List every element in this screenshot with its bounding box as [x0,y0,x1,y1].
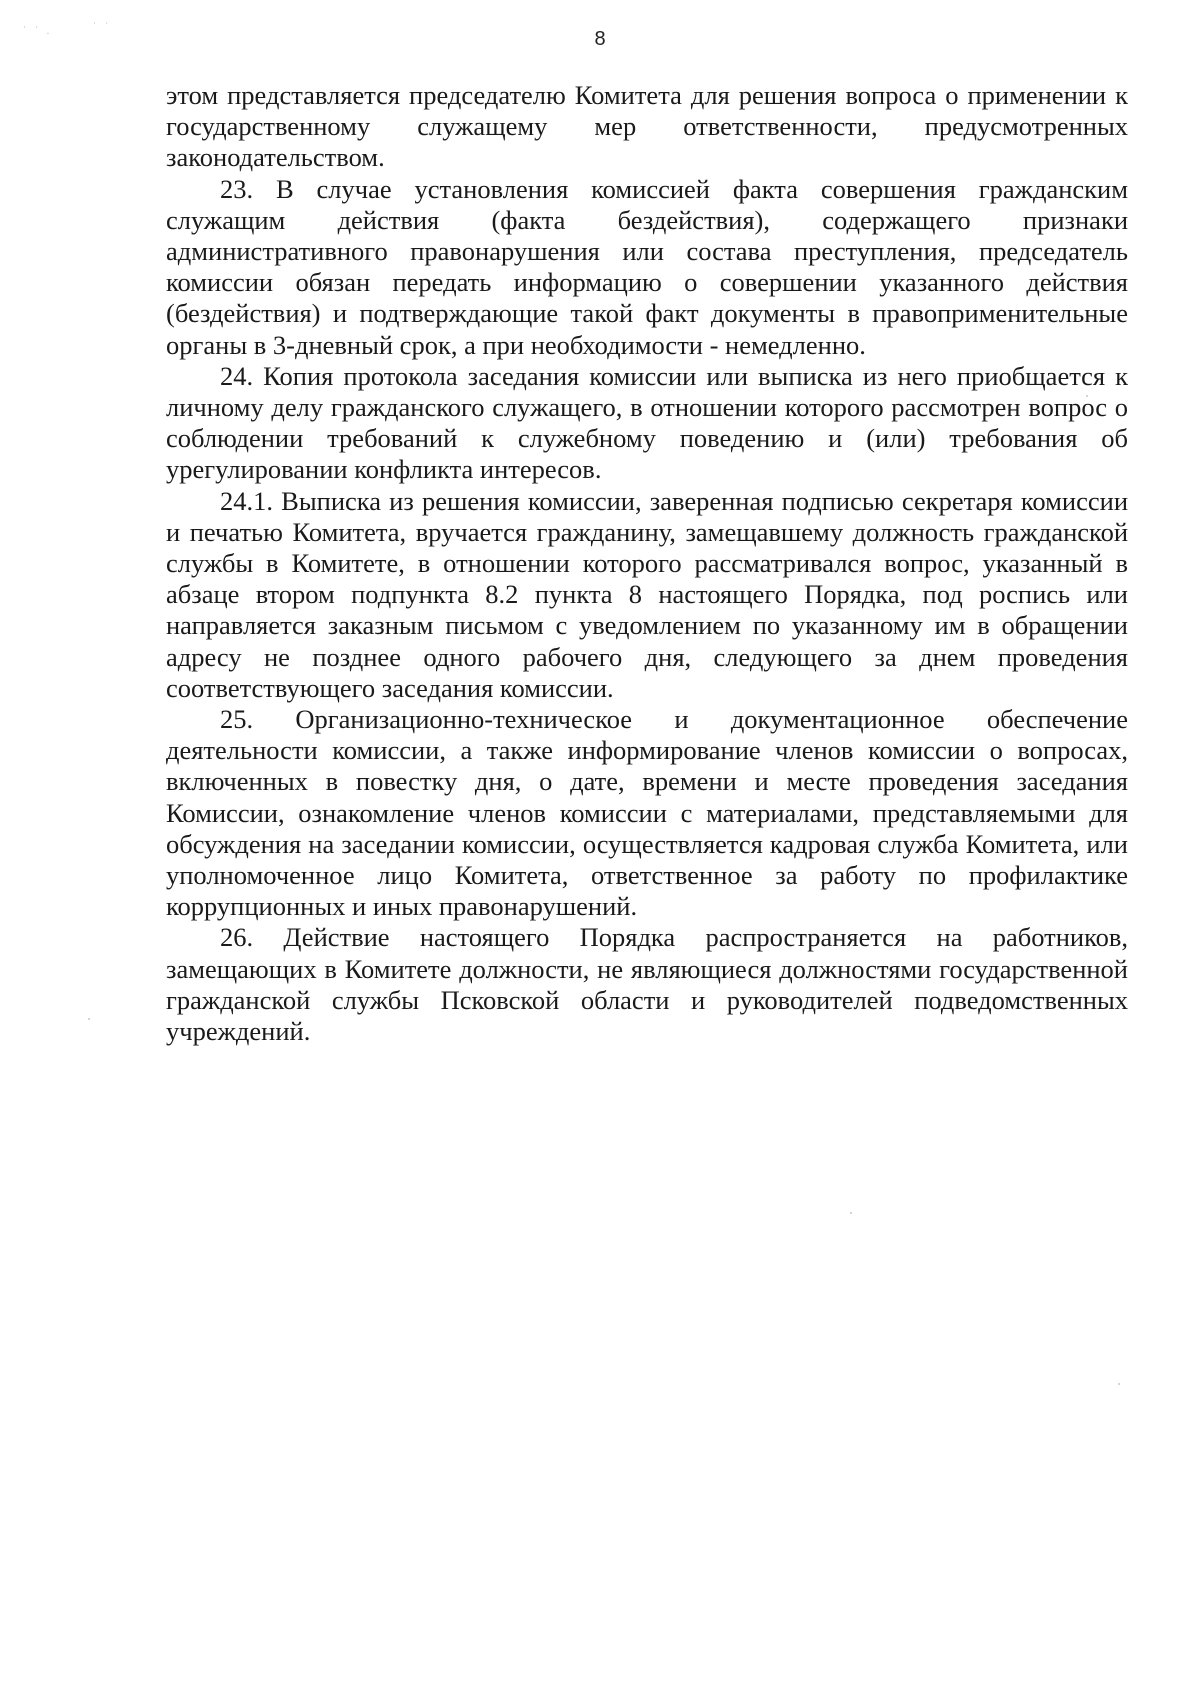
scan-artifact-mark: ˙ ˙ . [22,26,52,37]
document-body [166,80,1128,1047]
paragraph-24-1: 24.1. Выписка из решения комиссии, заверенная подписью секретаря комиссии и печатью Комитета, вручается гражданину, замещавшему должность гражданской службы в Комитете, в отношении которого рассматривался вопрос, указанный в абзаце втором подпункта 8.2 пункта 8 настоящего Порядка, под роспись или направляется заказным письмом с уведомлением по указанному им в обращении адресу не позднее одного рабочего дня, следующего за днем проведения соответствующего заседания комиссии. [166,485,1128,703]
paragraph-26: 26. Действие настоящего Порядка распространяется на работников, замещающих в Комитете должности, не являющиеся должностями государственной гражданской службы Псковской области и руководителей подведомственных учреждений. [166,922,1128,1047]
paragraph-25: 25. Организационно-техническое и документационное обеспечение деятельности комиссии, а также информирование членов комиссии о вопросах, включенных в повестку дня, о дате, времени и месте проведения заседания Комиссии, ознакомление членов комиссии с материалами, представляемыми для обсуждения на заседании комиссии, осуществляется кадровая служба Комитета, или уполномоченное лицо Комитета, ответственное за работу по профилактике коррупционных и иных правонарушений. [166,704,1128,922]
page-number: 8 [594,28,606,50]
scan-speck [88,1018,90,1020]
scan-speck [1118,1383,1120,1385]
paragraph: этом представляется председателю Комитета для решения вопроса о применении к государственному служащему мер ответственности, предусмотренных законодательством. [166,80,1128,173]
scan-artifact-mark: ˙ ˙ [92,22,112,33]
paragraph-23: 23. В случае установления комиссией факта совершения гражданским служащим действия (факта бездействия), содержащего признаки административного правонарушения или состава преступления, председатель комиссии обязан передать информацию о совершении указанного действия (бездействия) и подтверждающие такой факт документы в правоприменительные органы в 3-дневный срок, а при необходимости - немедленно. [166,173,1128,360]
paragraph-24: 24. Копия протокола заседания комиссии или выписка из него приобщается к личному делу гражданского служащего, в отношении которого рассмотрен вопрос о соблюдении требований к служебному поведению и (или) требования об урегулировании конфликта интересов. [166,360,1128,485]
scan-speck [850,1212,852,1214]
